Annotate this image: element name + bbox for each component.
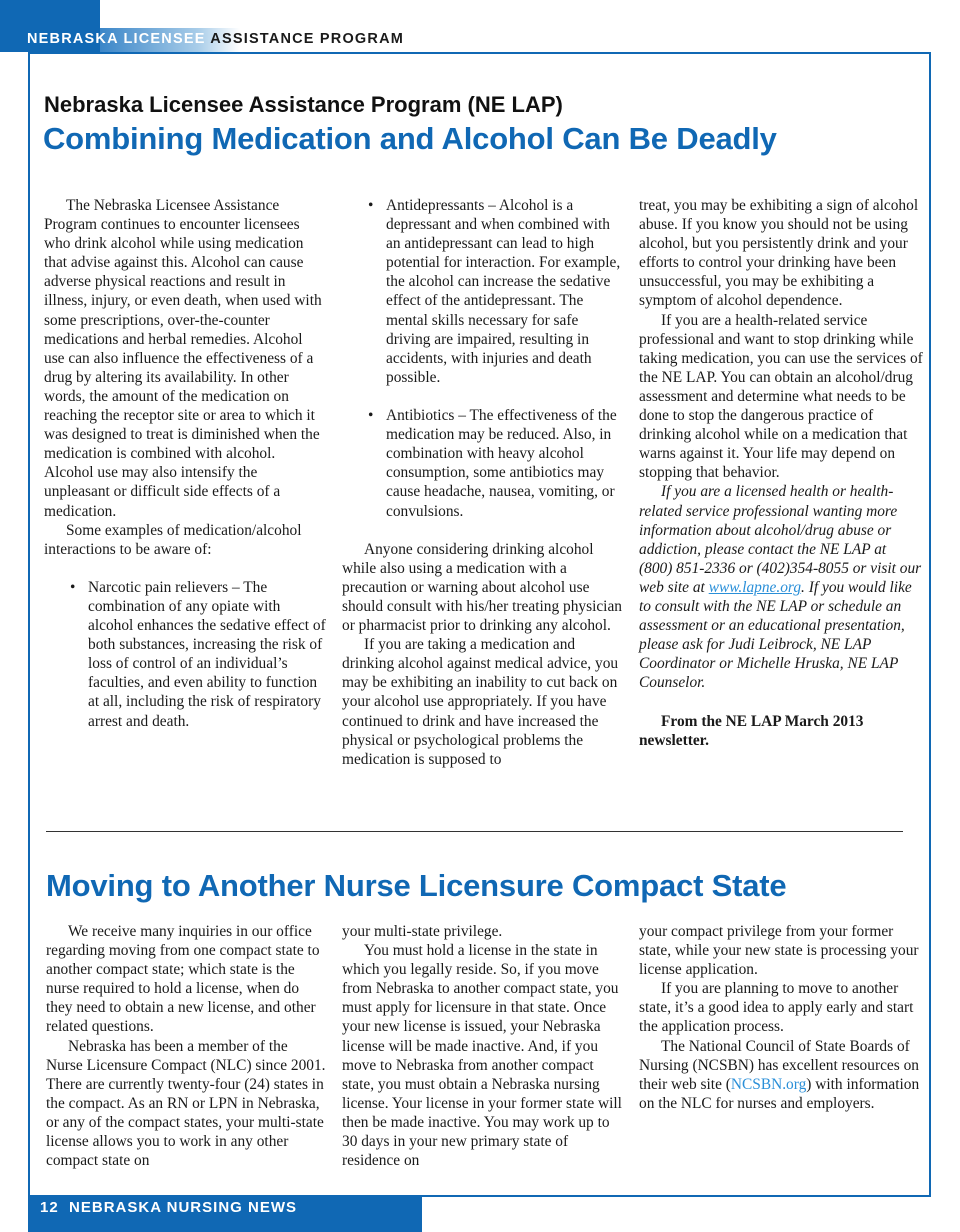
article1-kicker: Nebraska Licensee Assistance Program (NE LAP) bbox=[44, 92, 563, 117]
paragraph: We receive many inquiries in our office regarding moving from one compact state to another compact state; which state is the nurse required to hold a license, when do they need to obtain a new license, and other related questions. bbox=[46, 923, 320, 1036]
running-header bbox=[27, 31, 404, 47]
ncsbn-text: The National Council of State Boards of Nursing (NCSBN) has excellent resources on their web site ( bbox=[639, 1037, 919, 1093]
article1-column-3 bbox=[639, 196, 923, 750]
paragraph: The Nebraska Licensee Assistance Program continues to encounter licensees who drink alcohol while using medication that advise against this. Alcohol can cause adverse physical reactions and result in illness, injury, or even death, when used with some prescriptions, over-the-counter medications and herbal remedies. Alcohol use can also influence the effectiveness of a drug by altering its availability. In other words, the amount of the medication on reaching the receptor site or area to which it was designed to treat is diminished when the medication is combined with alcohol. Alcohol use may also intensify the unpleasant or difficult side effects of a medication. bbox=[44, 197, 322, 520]
frame-right-rule bbox=[929, 52, 931, 1197]
article1-title: Combining Medication and Alcohol Can Be Deadly bbox=[43, 121, 777, 156]
ncsbn-text-continued: ) with information on the NLC for nurses and employers. bbox=[639, 1075, 920, 1112]
source-note: From the NE LAP March 2013 newsletter. bbox=[639, 712, 864, 749]
article1-column-2 bbox=[342, 196, 624, 769]
bullet-dot-icon: • bbox=[368, 197, 374, 214]
ncsbn-link[interactable]: NCSBN.org bbox=[730, 1075, 807, 1093]
contact-paragraph bbox=[639, 482, 923, 692]
article2-column-1 bbox=[46, 922, 328, 1170]
running-header-word1: NEBRASKA bbox=[27, 31, 119, 47]
frame-left-rule bbox=[28, 52, 30, 1197]
bullet-item bbox=[342, 406, 624, 521]
paragraph: Some examples of medication/alcohol interactions to be aware of: bbox=[44, 521, 302, 558]
bullet-dot-icon: • bbox=[70, 578, 76, 596]
article2-column-2 bbox=[342, 922, 626, 1170]
footer bbox=[40, 1199, 297, 1216]
contact-text-continued: . If you would like to consult with the NE LAP or schedule an assessment or an educational presentation, please ask for Judi Leibrock, NE LAP Coordinator or Michelle Hruska, NE LAP Counselor. bbox=[639, 578, 912, 692]
article2-column-3 bbox=[639, 922, 923, 1113]
paragraph: treat, you may be exhibiting a sign of alcohol abuse. If you know you should not be using alcohol, but you persistently drink and your efforts to control your drinking have been unsuccessful, you may be exhibiting a symptom of alcohol dependence. bbox=[639, 197, 919, 310]
article2-title: Moving to Another Nurse Licensure Compact State bbox=[46, 868, 787, 903]
section-divider bbox=[46, 831, 903, 832]
bullet-text: Antibiotics – The effectiveness of the medication may be reduced. Also, in combination with heavy alcohol consumption, some antibiotics may cause headache, nausea, vomiting, or convulsions. bbox=[386, 407, 617, 520]
paragraph: Anyone considering drinking alcohol while also using a medication with a precaution or warning about alcohol use should consult with his/her treating physician or pharmacist prior to drinking any alcohol. bbox=[342, 540, 622, 635]
paragraph: If you are taking a medication and drinking alcohol against medical advice, you may be exhibiting an inability to cut back on your alcohol use appropriately. If you have continued to drink and have increased the physical or psychological problems the medication is supposed to bbox=[342, 636, 619, 768]
ncsbn-paragraph bbox=[639, 1037, 923, 1113]
publication-name: NEBRASKA NURSING NEWS bbox=[69, 1199, 297, 1216]
paragraph: your compact privilege from your former state, while your new state is processing your license application. bbox=[639, 923, 919, 979]
bullet-dot-icon: • bbox=[368, 407, 374, 425]
running-header-word2: LICENSEE bbox=[123, 31, 206, 47]
bullet-item bbox=[44, 578, 326, 731]
bullet-text: Antidepressants – Alcohol is a depressant and when combined with an antidepressant can lead to high potential for interaction. For example, the alcohol can increase the sedative effect of the antidepressant. The mental skills necessary for safe driving are impaired, resulting in accidents, with injuries and death possible. bbox=[386, 197, 621, 386]
paragraph: If you are planning to move to another state, it’s a good idea to apply early and start the application process. bbox=[639, 980, 914, 1036]
page-number: 12 bbox=[40, 1199, 59, 1216]
bullet-text: Narcotic pain relievers – The combination of any opiate with alcohol enhances the sedative effect of both substances, increasing the risk of loss of control of an individual’s faculties, and even ability to function at all, including the risk of respiratory arrest and death. bbox=[88, 578, 326, 730]
article1-column-1 bbox=[44, 196, 326, 731]
lapne-link[interactable]: www.lapne.org bbox=[708, 578, 802, 596]
frame-bottom-rule bbox=[422, 1195, 931, 1197]
paragraph: You must hold a license in the state in which you legally reside. So, if you move from Nebraska to another compact state, you must apply for licensure in that state. Once your new license is issued, your Nebraska license will be made inactive. And, if you move to Nebraska from another compact state, you must obtain a Nebraska nursing license. Your license in your former state will then be made inactive. You may work up to 30 days in your new primary state of residence on bbox=[342, 942, 622, 1170]
paragraph: your multi-state privilege. bbox=[342, 923, 503, 940]
paragraph: If you are a health-related service professional and want to stop drinking while taking medication, you can use the services of the NE LAP. You can obtain an alcohol/drug assessment and determine what needs to be done to stop the dangerous practice of drinking alcohol while on a medication that warns against it. Your life may depend on stopping that behavior. bbox=[639, 311, 923, 482]
contact-text: If you are a licensed health or health-related service professional wanting more information about alcohol/drug abuse or addiction, please contact the NE LAP at (800) 851-2336 or (402)354-8055 or visit our web site at bbox=[639, 483, 922, 596]
frame-top-rule bbox=[28, 52, 931, 54]
running-header-word3: ASSISTANCE PROGRAM bbox=[210, 31, 405, 47]
bullet-item bbox=[342, 196, 624, 387]
paragraph: Nebraska has been a member of the Nurse Licensure Compact (NLC) since 2001. There are currently twenty-four (24) states in the compact. As an RN or LPN in Nebraska, or any of the compact states, your multi-state license allows you to work in any other compact state on bbox=[46, 1037, 326, 1170]
